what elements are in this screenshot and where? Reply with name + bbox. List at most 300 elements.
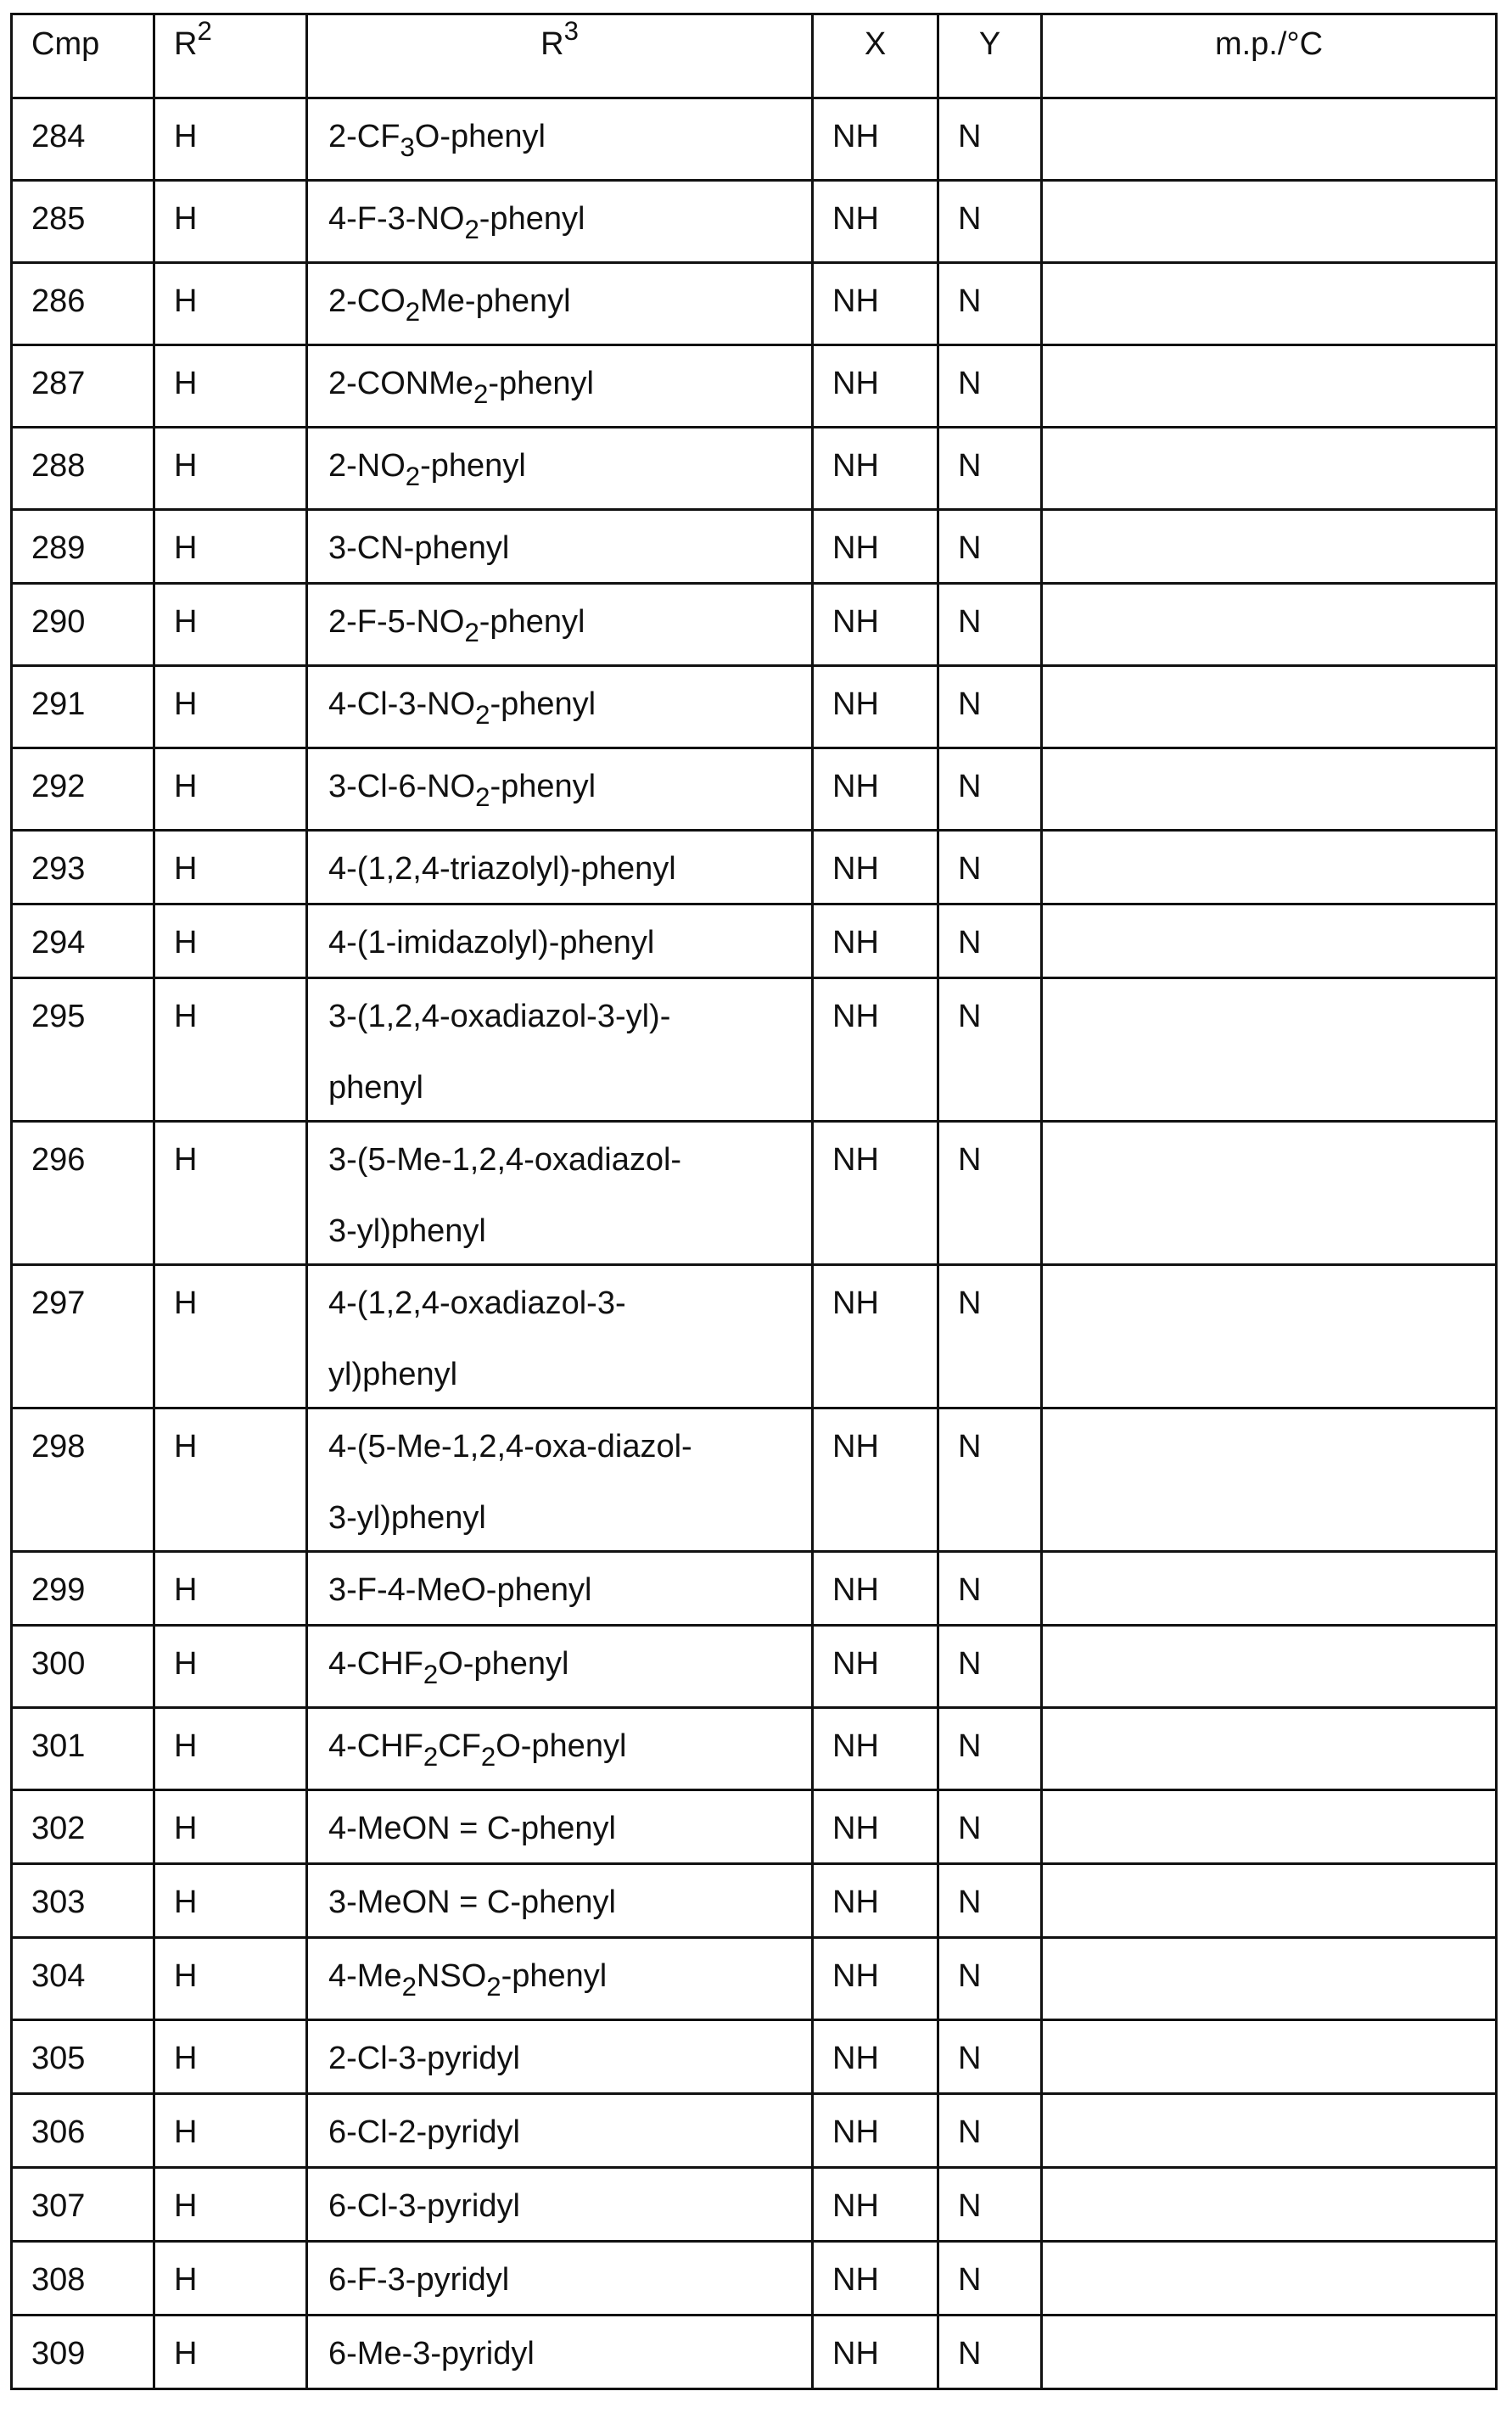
r3-subscript: 2: [464, 214, 479, 244]
cell-r3: [307, 263, 813, 345]
header-x-label: X: [864, 26, 887, 62]
r3-segment: 3-yl)phenyl: [328, 1213, 486, 1249]
cell-cmp-text: 290: [31, 604, 86, 640]
header-r3-sup: 3: [563, 15, 579, 46]
r3-line: [328, 1428, 811, 1465]
cell-r2-text: H: [174, 2041, 198, 2076]
cell-x-text: NH: [832, 1728, 879, 1764]
cell-r3: [307, 181, 813, 263]
r3-subscript: 2: [475, 699, 490, 730]
cell-r2: [154, 748, 307, 831]
r3-line: [328, 1285, 811, 1322]
cell-r2: [154, 1552, 307, 1626]
cell-mp: [1042, 1626, 1497, 1708]
cell-x: [813, 98, 938, 181]
r3-line: [328, 2040, 811, 2077]
cell-y-text: N: [958, 1429, 982, 1464]
cell-y: [938, 1708, 1042, 1790]
cell-r2: [154, 1790, 307, 1864]
cell-r2-text: H: [174, 1572, 198, 1608]
cell-r2-text: H: [174, 2262, 198, 2298]
cell-r3: [307, 904, 813, 978]
cell-x-text: NH: [832, 2114, 879, 2150]
cell-r2: [154, 1626, 307, 1708]
r3-segment: Me-phenyl: [420, 283, 571, 319]
cell-cmp: [12, 1626, 154, 1708]
r3-line: [328, 365, 811, 409]
cell-cmp-text: 298: [31, 1429, 86, 1464]
cell-x-text: NH: [832, 686, 879, 722]
cell-cmp-text: 300: [31, 1646, 86, 1682]
r3-subscript: 2: [423, 1659, 439, 1689]
cell-x-text: NH: [832, 1142, 879, 1178]
header-r2-sup: 2: [197, 15, 212, 46]
cell-mp: [1042, 748, 1497, 831]
cell-x: [813, 1408, 938, 1552]
cell-cmp: [12, 181, 154, 263]
cell-cmp: [12, 98, 154, 181]
cell-r3: [307, 1122, 813, 1265]
cell-r3: [307, 1265, 813, 1408]
cell-r2: [154, 2020, 307, 2094]
cell-mp: [1042, 98, 1497, 181]
r3-subscript: 3: [400, 132, 415, 162]
r3-line: [328, 200, 811, 244]
cell-cmp-text: 296: [31, 1142, 86, 1178]
cell-cmp: [12, 2094, 154, 2168]
cell-mp: [1042, 2242, 1497, 2316]
table-row: [12, 181, 1497, 263]
cell-x: [813, 1938, 938, 2020]
cell-y-text: N: [958, 530, 982, 566]
r3-line: [328, 2187, 811, 2225]
r3-line: [328, 283, 811, 327]
cell-x-text: NH: [832, 1429, 879, 1464]
cell-mp: [1042, 1265, 1497, 1408]
r3-segment: 4-CHF: [328, 1728, 423, 1764]
cell-r3: [307, 584, 813, 666]
cell-r2: [154, 584, 307, 666]
cell-y-text: N: [958, 1142, 982, 1178]
cell-cmp: [12, 1708, 154, 1790]
cell-r2-text: H: [174, 283, 198, 319]
cell-r2: [154, 1265, 307, 1408]
table-row: [12, 1938, 1497, 2020]
r3-segment: 4-CHF: [328, 1646, 423, 1682]
cell-mp: [1042, 2020, 1497, 2094]
cell-r2-text: H: [174, 530, 198, 566]
cell-r2: [154, 263, 307, 345]
cell-cmp-text: 293: [31, 851, 86, 887]
r3-line: [328, 924, 811, 961]
cell-r3: [307, 2094, 813, 2168]
cell-r3: [307, 1626, 813, 1708]
cell-cmp: [12, 263, 154, 345]
cell-r3: [307, 510, 813, 584]
cell-r3: [307, 2316, 813, 2389]
r3-subscript: 2: [401, 1971, 417, 2002]
cell-r2-text: H: [174, 686, 198, 722]
cell-r2-text: H: [174, 1884, 198, 1920]
r3-segment: 2-CONMe: [328, 366, 474, 401]
cell-mp: [1042, 1122, 1497, 1265]
cell-r2-text: H: [174, 2336, 198, 2372]
r3-segment: 2-Cl-3-pyridyl: [328, 2041, 520, 2076]
cell-cmp-text: 286: [31, 283, 86, 319]
cell-r2: [154, 2316, 307, 2389]
cell-cmp-text: 292: [31, 769, 86, 804]
cell-y-text: N: [958, 925, 982, 960]
cell-y: [938, 2020, 1042, 2094]
header-mp-label: m.p./°C: [1214, 26, 1324, 62]
cell-mp: [1042, 1938, 1497, 2020]
r3-segment: 4-Me: [328, 1958, 402, 1994]
r3-line: [328, 1645, 811, 1689]
cell-x: [813, 831, 938, 904]
cell-r2: [154, 904, 307, 978]
cell-r3: [307, 1864, 813, 1938]
r3-segment: O-phenyl: [438, 1646, 569, 1682]
cell-y: [938, 510, 1042, 584]
table-row: [12, 2168, 1497, 2242]
cell-cmp: [12, 1408, 154, 1552]
cell-cmp: [12, 584, 154, 666]
r3-segment: yl)phenyl: [328, 1357, 458, 1392]
cell-x: [813, 2316, 938, 2389]
cell-cmp-text: 308: [31, 2262, 86, 2298]
cell-x-text: NH: [832, 999, 879, 1034]
table-row: [12, 2020, 1497, 2094]
cell-r3: [307, 2168, 813, 2242]
cell-y: [938, 831, 1042, 904]
r3-line: [328, 2335, 811, 2372]
cell-x: [813, 748, 938, 831]
r3-segment: 3-Cl-6-NO: [328, 769, 476, 804]
cell-cmp-text: 305: [31, 2041, 86, 2076]
cell-y-text: N: [958, 2336, 982, 2372]
table-row: [12, 584, 1497, 666]
header-r3: [307, 14, 813, 98]
cell-x-text: NH: [832, 1285, 879, 1321]
cell-cmp: [12, 666, 154, 748]
cell-x-text: NH: [832, 2041, 879, 2076]
cell-y: [938, 904, 1042, 978]
cell-cmp-text: 284: [31, 119, 86, 154]
cell-y: [938, 428, 1042, 510]
r3-segment: 3-MeON = C-phenyl: [328, 1884, 616, 1920]
cell-y-text: N: [958, 2114, 982, 2150]
table-row: [12, 978, 1497, 1122]
cell-cmp: [12, 904, 154, 978]
cell-x: [813, 1790, 938, 1864]
cell-cmp-text: 294: [31, 925, 86, 960]
cell-cmp: [12, 2316, 154, 2389]
cell-mp: [1042, 2094, 1497, 2168]
r3-segment: 6-Cl-2-pyridyl: [328, 2114, 520, 2150]
cell-y-text: N: [958, 604, 982, 640]
cell-r2-text: H: [174, 925, 198, 960]
cell-x: [813, 428, 938, 510]
r3-segment: 4-(1,2,4-oxadiazol-3-: [328, 1285, 626, 1321]
r3-segment: -phenyl: [420, 448, 526, 484]
table-row: [12, 748, 1497, 831]
cell-r2-text: H: [174, 1811, 198, 1846]
cell-x-text: NH: [832, 1958, 879, 1994]
cell-r3: [307, 1408, 813, 1552]
header-y-label: Y: [978, 26, 1001, 62]
cell-cmp-text: 295: [31, 999, 86, 1034]
cell-cmp-text: 304: [31, 1958, 86, 1994]
r3-line: [328, 529, 811, 567]
header-row: [12, 14, 1497, 98]
cell-r3: [307, 2242, 813, 2316]
cell-r2: [154, 2168, 307, 2242]
cell-cmp-text: 302: [31, 1811, 86, 1846]
cell-mp: [1042, 1790, 1497, 1864]
cell-x-text: NH: [832, 604, 879, 640]
r3-segment: 3-yl)phenyl: [328, 1500, 486, 1536]
r3-subscript: 2: [486, 1971, 501, 2002]
r3-line: [328, 686, 811, 730]
r3-subscript: 2: [464, 617, 479, 647]
r3-line: [328, 1884, 811, 1921]
table-row: [12, 1122, 1497, 1265]
cell-cmp-text: 288: [31, 448, 86, 484]
cell-x-text: NH: [832, 1646, 879, 1682]
cell-y: [938, 181, 1042, 263]
r3-segment: NSO: [416, 1958, 487, 1994]
cell-r2: [154, 2094, 307, 2168]
header-mp: [1042, 14, 1497, 98]
cell-x: [813, 1864, 938, 1938]
cell-y: [938, 345, 1042, 428]
cell-cmp-text: 309: [31, 2336, 86, 2372]
cell-x: [813, 510, 938, 584]
r3-line: [328, 850, 811, 888]
table-row: [12, 2316, 1497, 2389]
r3-segment: 4-(5-Me-1,2,4-oxa-diazol-: [328, 1429, 692, 1464]
cell-mp: [1042, 904, 1497, 978]
cell-x: [813, 345, 938, 428]
cell-r3: [307, 345, 813, 428]
r3-segment: 2-NO: [328, 448, 406, 484]
cell-y: [938, 1552, 1042, 1626]
r3-segment: 4-(1,2,4-triazolyl)-phenyl: [328, 851, 676, 887]
cell-cmp: [12, 1790, 154, 1864]
cell-r3: [307, 748, 813, 831]
cell-r3: [307, 2020, 813, 2094]
table-row: [12, 1265, 1497, 1408]
cell-x: [813, 904, 938, 978]
cell-cmp-text: 287: [31, 366, 86, 401]
cell-y: [938, 263, 1042, 345]
r3-line: [328, 447, 811, 491]
cell-x-text: NH: [832, 201, 879, 237]
cell-r2: [154, 2242, 307, 2316]
r3-segment: 6-F-3-pyridyl: [328, 2262, 510, 2298]
table-row: [12, 428, 1497, 510]
r3-segment: -phenyl: [479, 201, 585, 237]
r3-segment: 3-(1,2,4-oxadiazol-3-yl)-: [328, 999, 671, 1034]
r3-line: [328, 1499, 811, 1537]
cell-x: [813, 1626, 938, 1708]
cell-cmp: [12, 2020, 154, 2094]
r3-subscript: 2: [480, 1741, 496, 1772]
r3-line: [328, 1212, 811, 1250]
cell-r2-text: H: [174, 119, 198, 154]
table-row: [12, 831, 1497, 904]
cell-cmp: [12, 510, 154, 584]
cell-y-text: N: [958, 2188, 982, 2224]
table-row: [12, 263, 1497, 345]
cell-r3: [307, 831, 813, 904]
header-y: [938, 14, 1042, 98]
cell-x: [813, 2168, 938, 2242]
cell-mp: [1042, 510, 1497, 584]
r3-subscript: 2: [423, 1741, 439, 1772]
cell-cmp-text: 299: [31, 1572, 86, 1608]
cell-y-text: N: [958, 1728, 982, 1764]
r3-segment: 4-F-3-NO: [328, 201, 465, 237]
cell-y-text: N: [958, 201, 982, 237]
cell-y: [938, 2168, 1042, 2242]
cell-r2-text: H: [174, 1646, 198, 1682]
cell-r3: [307, 98, 813, 181]
cell-r3: [307, 1790, 813, 1864]
cell-r2: [154, 510, 307, 584]
cell-y-text: N: [958, 686, 982, 722]
table-row: [12, 98, 1497, 181]
table-row: [12, 2242, 1497, 2316]
cell-y-text: N: [958, 1285, 982, 1321]
r3-segment: 3-(5-Me-1,2,4-oxadiazol-: [328, 1142, 682, 1178]
compound-table: [10, 13, 1498, 2390]
cell-mp: [1042, 2316, 1497, 2389]
table-row: [12, 1864, 1497, 1938]
cell-r2: [154, 428, 307, 510]
r3-subscript: 2: [405, 461, 421, 491]
r3-segment: 4-MeON = C-phenyl: [328, 1811, 616, 1846]
cell-mp: [1042, 1864, 1497, 1938]
cell-y: [938, 748, 1042, 831]
cell-y: [938, 1626, 1042, 1708]
cell-r2: [154, 1708, 307, 1790]
cell-mp: [1042, 584, 1497, 666]
cell-y: [938, 1864, 1042, 1938]
r3-line: [328, 1957, 811, 2002]
table-row: [12, 345, 1497, 428]
r3-segment: -phenyl: [490, 769, 596, 804]
r3-line: [328, 1810, 811, 1847]
cell-r2-text: H: [174, 1142, 198, 1178]
cell-r2: [154, 1122, 307, 1265]
cell-r2-text: H: [174, 1958, 198, 1994]
r3-line: [328, 1069, 811, 1106]
r3-segment: -phenyl: [488, 366, 594, 401]
cell-x-text: NH: [832, 1884, 879, 1920]
cell-x: [813, 2242, 938, 2316]
cell-x-text: NH: [832, 2336, 879, 2372]
table-row: [12, 1626, 1497, 1708]
r3-segment: 4-(1-imidazolyl)-phenyl: [328, 925, 655, 960]
cell-y: [938, 666, 1042, 748]
cell-y-text: N: [958, 999, 982, 1034]
cell-r2-text: H: [174, 201, 198, 237]
r3-segment: 4-Cl-3-NO: [328, 686, 476, 722]
cell-cmp: [12, 2168, 154, 2242]
table-row: [12, 1708, 1497, 1790]
cell-r2: [154, 1864, 307, 1938]
cell-cmp: [12, 1552, 154, 1626]
cell-cmp: [12, 428, 154, 510]
cell-x: [813, 666, 938, 748]
cell-mp: [1042, 1408, 1497, 1552]
cell-y: [938, 978, 1042, 1122]
cell-x: [813, 2094, 938, 2168]
cell-r2-text: H: [174, 769, 198, 804]
cell-cmp: [12, 2242, 154, 2316]
cell-x-text: NH: [832, 530, 879, 566]
cell-cmp: [12, 1864, 154, 1938]
cell-r2: [154, 181, 307, 263]
cell-mp: [1042, 1552, 1497, 1626]
cell-y-text: N: [958, 1884, 982, 1920]
cell-y: [938, 2094, 1042, 2168]
r3-line: [328, 2114, 811, 2151]
cell-cmp: [12, 978, 154, 1122]
cell-cmp-text: 303: [31, 1884, 86, 1920]
r3-subscript: 2: [475, 781, 490, 812]
cell-mp: [1042, 263, 1497, 345]
cell-r3: [307, 428, 813, 510]
cell-cmp-text: 306: [31, 2114, 86, 2150]
header-x: [813, 14, 938, 98]
cell-x: [813, 1552, 938, 1626]
cell-r2: [154, 978, 307, 1122]
cell-mp: [1042, 2168, 1497, 2242]
header-r2-base: R: [174, 26, 198, 62]
cell-r2-text: H: [174, 2188, 198, 2224]
r3-line: [328, 1356, 811, 1393]
r3-line: [328, 1141, 811, 1179]
cell-x-text: NH: [832, 769, 879, 804]
header-r2: [154, 14, 307, 98]
cell-x: [813, 263, 938, 345]
r3-segment: -phenyl: [501, 1958, 608, 1994]
cell-y-text: N: [958, 366, 982, 401]
table-row: [12, 510, 1497, 584]
cell-r2-text: H: [174, 851, 198, 887]
cell-y-text: N: [958, 851, 982, 887]
cell-cmp-text: 297: [31, 1285, 86, 1321]
cell-y: [938, 98, 1042, 181]
cell-r3: [307, 978, 813, 1122]
cell-r2: [154, 98, 307, 181]
cell-mp: [1042, 831, 1497, 904]
r3-segment: 2-CF: [328, 119, 400, 154]
cell-x-text: NH: [832, 283, 879, 319]
cell-x-text: NH: [832, 2262, 879, 2298]
cell-r2: [154, 1408, 307, 1552]
cell-y-text: N: [958, 2041, 982, 2076]
cell-x: [813, 1708, 938, 1790]
cell-r3: [307, 1552, 813, 1626]
r3-line: [328, 118, 811, 162]
cell-y-text: N: [958, 448, 982, 484]
cell-x-text: NH: [832, 366, 879, 401]
cell-x-text: NH: [832, 1811, 879, 1846]
r3-segment: O-phenyl: [496, 1728, 627, 1764]
